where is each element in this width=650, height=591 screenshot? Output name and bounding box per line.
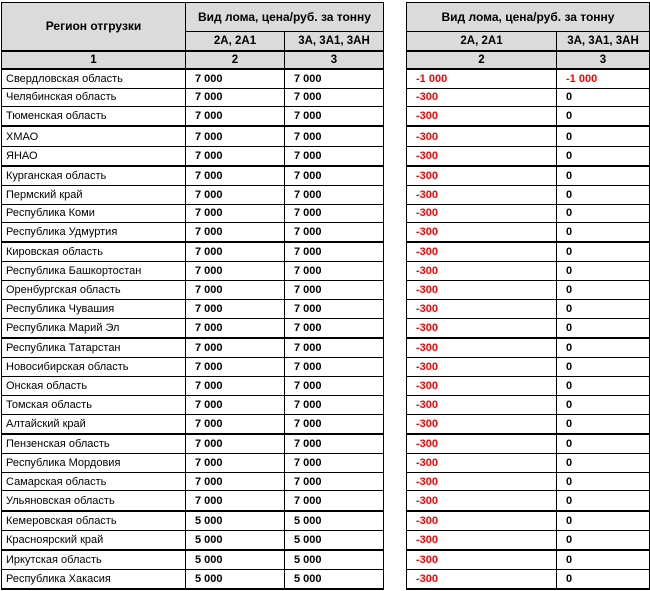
region-price-row — [2, 146, 384, 166]
price-2a-cell: 7 000 — [186, 166, 285, 186]
region-cell: Кемеровская область — [2, 511, 186, 531]
price-change-row — [407, 262, 650, 281]
region-cell: Пензенская область — [2, 434, 186, 454]
region-cell: Курганская область — [2, 166, 186, 186]
delta-2a-cell: -300 — [407, 146, 557, 166]
price-3a-cell: 7 000 — [285, 300, 384, 319]
region-price-row — [2, 414, 384, 434]
region-cell: Пермский край — [2, 185, 186, 204]
price-change-row — [407, 395, 650, 414]
delta-3a-cell: 0 — [557, 107, 650, 127]
delta-3a-cell: 0 — [557, 453, 650, 472]
region-price-row — [2, 223, 384, 243]
delta-2a-cell: -300 — [407, 185, 557, 204]
region-cell: Красноярский край — [2, 530, 186, 550]
price-3a-cell: 5 000 — [285, 530, 384, 550]
price-2a-cell: 7 000 — [186, 185, 285, 204]
delta-2a-cell: -300 — [407, 126, 557, 146]
region-price-row — [2, 434, 384, 454]
delta-3a-cell: 0 — [557, 88, 650, 107]
delta-3a-cell: 0 — [557, 262, 650, 281]
delta-3a-cell: 0 — [557, 414, 650, 434]
region-price-row — [2, 395, 384, 414]
region-price-row — [2, 453, 384, 472]
price-change-row — [407, 569, 650, 589]
price-change-row — [407, 453, 650, 472]
price-change-row — [407, 281, 650, 300]
region-cell: Республика Башкортостан — [2, 262, 186, 281]
region-cell: Алтайский край — [2, 414, 186, 434]
price-change-row — [407, 204, 650, 223]
scrap-type-header-cell: Вид лома, цена/руб. за тонну — [186, 3, 384, 32]
price-change-row — [407, 107, 650, 127]
price-change-row — [407, 185, 650, 204]
delta-2a-cell: -300 — [407, 223, 557, 243]
price-3a-cell: 7 000 — [285, 491, 384, 511]
price-3a-cell: 7 000 — [285, 453, 384, 472]
region-cell: Томская область — [2, 395, 186, 414]
region-price-row — [2, 204, 384, 223]
delta-2a-cell: -1 000 — [407, 69, 557, 89]
delta-3a-cell: 0 — [557, 530, 650, 550]
price-change-row — [407, 88, 650, 107]
region-price-row — [2, 511, 384, 531]
delta-3a-cell: 0 — [557, 242, 650, 262]
price-3a-cell: 7 000 — [285, 434, 384, 454]
delta-2a-cell: -300 — [407, 358, 557, 377]
delta-2a-cell: -300 — [407, 491, 557, 511]
price-2a-cell: 7 000 — [186, 395, 285, 414]
price-2a-cell: 5 000 — [186, 511, 285, 531]
price-2a-cell: 7 000 — [186, 223, 285, 243]
price-3a-cell: 7 000 — [285, 146, 384, 166]
region-cell: Республика Чувашия — [2, 300, 186, 319]
delta-2a-cell: -300 — [407, 395, 557, 414]
region-price-row — [2, 358, 384, 377]
region-price-row — [2, 300, 384, 319]
column-index-row — [2, 51, 384, 69]
price-table — [1, 2, 384, 590]
price-3a-cell: 7 000 — [285, 376, 384, 395]
region-price-row — [2, 69, 384, 89]
delta-2a-cell: -300 — [407, 530, 557, 550]
price-change-row — [407, 300, 650, 319]
region-cell: Новосибирская область — [2, 358, 186, 377]
delta-3a-cell: 0 — [557, 146, 650, 166]
price-change-row — [407, 530, 650, 550]
delta-3a-cell: 0 — [557, 300, 650, 319]
price-3a-cell: 5 000 — [285, 511, 384, 531]
col-header-2a: 2А, 2А1 — [407, 32, 557, 51]
region-price-row — [2, 319, 384, 339]
price-3a-cell: 7 000 — [285, 185, 384, 204]
group-header-row — [407, 3, 650, 32]
price-2a-cell: 7 000 — [186, 300, 285, 319]
price-change-row — [407, 376, 650, 395]
delta-3a-cell: 0 — [557, 185, 650, 204]
price-3a-cell: 7 000 — [285, 319, 384, 339]
delta-3a-cell: 0 — [557, 204, 650, 223]
price-change-row — [407, 69, 650, 89]
index-cell-3: 3 — [285, 51, 384, 69]
delta-2a-cell: -300 — [407, 204, 557, 223]
delta-2a-cell: -300 — [407, 434, 557, 454]
delta-3a-cell: 0 — [557, 395, 650, 414]
price-3a-cell: 7 000 — [285, 166, 384, 186]
region-price-row — [2, 550, 384, 570]
delta-3a-cell: 0 — [557, 338, 650, 358]
price-3a-cell: 5 000 — [285, 569, 384, 589]
price-change-row — [407, 434, 650, 454]
price-change-row — [407, 511, 650, 531]
column-index-row — [407, 51, 650, 69]
region-cell: Ульяновская область — [2, 491, 186, 511]
delta-2a-cell: -300 — [407, 472, 557, 491]
price-3a-cell: 7 000 — [285, 107, 384, 127]
delta-3a-cell: 0 — [557, 472, 650, 491]
region-cell: Республика Мордовия — [2, 453, 186, 472]
region-price-row — [2, 262, 384, 281]
price-3a-cell: 7 000 — [285, 223, 384, 243]
col-header-2a: 2А, 2А1 — [186, 32, 285, 51]
region-cell: Кировская область — [2, 242, 186, 262]
price-3a-cell: 7 000 — [285, 338, 384, 358]
region-price-row — [2, 491, 384, 511]
price-2a-cell: 5 000 — [186, 569, 285, 589]
region-price-row — [2, 472, 384, 491]
price-2a-cell: 7 000 — [186, 414, 285, 434]
price-change-row — [407, 414, 650, 434]
col-header-3a: 3А, 3А1, 3АН — [285, 32, 384, 51]
region-price-row — [2, 376, 384, 395]
price-3a-cell: 7 000 — [285, 204, 384, 223]
delta-2a-cell: -300 — [407, 453, 557, 472]
delta-2a-cell: -300 — [407, 242, 557, 262]
price-3a-cell: 7 000 — [285, 472, 384, 491]
region-cell: ЯНАО — [2, 146, 186, 166]
price-2a-cell: 7 000 — [186, 434, 285, 454]
region-price-row — [2, 166, 384, 186]
region-price-row — [2, 126, 384, 146]
region-cell: ХМАО — [2, 126, 186, 146]
price-3a-cell: 7 000 — [285, 358, 384, 377]
delta-2a-cell: -300 — [407, 511, 557, 531]
region-price-row — [2, 88, 384, 107]
price-3a-cell: 7 000 — [285, 88, 384, 107]
price-change-row — [407, 146, 650, 166]
region-cell: Оренбургская область — [2, 281, 186, 300]
index-cell-3: 3 — [557, 51, 650, 69]
index-cell-2: 2 — [186, 51, 285, 69]
region-price-row — [2, 530, 384, 550]
col-header-3a: 3А, 3А1, 3АН — [557, 32, 650, 51]
group-header-row — [2, 3, 384, 32]
delta-3a-cell: 0 — [557, 281, 650, 300]
delta-2a-cell: -300 — [407, 166, 557, 186]
price-3a-cell: 7 000 — [285, 281, 384, 300]
price-change-table — [406, 2, 650, 590]
index-cell-2: 2 — [407, 51, 557, 69]
price-change-row — [407, 550, 650, 570]
region-cell: Свердловская область — [2, 69, 186, 89]
price-2a-cell: 7 000 — [186, 453, 285, 472]
delta-3a-cell: 0 — [557, 550, 650, 570]
price-2a-cell: 7 000 — [186, 376, 285, 395]
price-3a-cell: 7 000 — [285, 242, 384, 262]
price-2a-cell: 7 000 — [186, 204, 285, 223]
price-3a-cell: 7 000 — [285, 414, 384, 434]
scrap-type-header-cell: Вид лома, цена/руб. за тонну — [407, 3, 650, 32]
region-price-row — [2, 185, 384, 204]
delta-3a-cell: 0 — [557, 434, 650, 454]
region-price-row — [2, 281, 384, 300]
price-2a-cell: 7 000 — [186, 491, 285, 511]
region-price-row — [2, 338, 384, 358]
region-price-row — [2, 107, 384, 127]
region-cell: Республика Удмуртия — [2, 223, 186, 243]
price-change-row — [407, 338, 650, 358]
price-change-row — [407, 166, 650, 186]
price-change-row — [407, 223, 650, 243]
delta-2a-cell: -300 — [407, 414, 557, 434]
delta-2a-cell: -300 — [407, 262, 557, 281]
region-header-cell: Регион отгрузки — [2, 3, 186, 51]
price-2a-cell: 7 000 — [186, 472, 285, 491]
price-3a-cell: 7 000 — [285, 69, 384, 89]
delta-2a-cell: -300 — [407, 88, 557, 107]
price-2a-cell: 7 000 — [186, 69, 285, 89]
price-2a-cell: 7 000 — [186, 146, 285, 166]
delta-2a-cell: -300 — [407, 300, 557, 319]
delta-3a-cell: 0 — [557, 511, 650, 531]
delta-3a-cell: -1 000 — [557, 69, 650, 89]
region-price-row — [2, 569, 384, 589]
price-change-row — [407, 491, 650, 511]
price-2a-cell: 5 000 — [186, 550, 285, 570]
price-change-row — [407, 358, 650, 377]
region-cell: Самарская область — [2, 472, 186, 491]
delta-2a-cell: -300 — [407, 319, 557, 339]
price-change-row — [407, 472, 650, 491]
price-3a-cell: 7 000 — [285, 262, 384, 281]
region-cell: Онская область — [2, 376, 186, 395]
price-change-row — [407, 242, 650, 262]
delta-2a-cell: -300 — [407, 281, 557, 300]
price-2a-cell: 7 000 — [186, 88, 285, 107]
delta-3a-cell: 0 — [557, 126, 650, 146]
region-cell: Тюменская область — [2, 107, 186, 127]
region-cell: Республика Татарстан — [2, 338, 186, 358]
price-2a-cell: 7 000 — [186, 242, 285, 262]
price-2a-cell: 5 000 — [186, 530, 285, 550]
delta-3a-cell: 0 — [557, 319, 650, 339]
price-3a-cell: 7 000 — [285, 395, 384, 414]
delta-2a-cell: -300 — [407, 376, 557, 395]
price-change-row — [407, 319, 650, 339]
region-cell: Республика Коми — [2, 204, 186, 223]
delta-2a-cell: -300 — [407, 550, 557, 570]
region-cell: Республика Марий Эл — [2, 319, 186, 339]
column-header-row — [407, 32, 650, 51]
price-3a-cell: 5 000 — [285, 550, 384, 570]
delta-2a-cell: -300 — [407, 338, 557, 358]
delta-3a-cell: 0 — [557, 166, 650, 186]
delta-3a-cell: 0 — [557, 376, 650, 395]
delta-2a-cell: -300 — [407, 107, 557, 127]
price-2a-cell: 7 000 — [186, 281, 285, 300]
price-2a-cell: 7 000 — [186, 319, 285, 339]
delta-3a-cell: 0 — [557, 223, 650, 243]
price-2a-cell: 7 000 — [186, 358, 285, 377]
price-2a-cell: 7 000 — [186, 126, 285, 146]
region-cell: Иркутская область — [2, 550, 186, 570]
index-cell-1: 1 — [2, 51, 186, 69]
price-2a-cell: 7 000 — [186, 338, 285, 358]
region-cell: Челябинская область — [2, 88, 186, 107]
delta-3a-cell: 0 — [557, 358, 650, 377]
region-price-row — [2, 242, 384, 262]
delta-2a-cell: -300 — [407, 569, 557, 589]
price-change-row — [407, 126, 650, 146]
delta-3a-cell: 0 — [557, 569, 650, 589]
region-cell: Республика Хакасия — [2, 569, 186, 589]
delta-3a-cell: 0 — [557, 491, 650, 511]
price-3a-cell: 7 000 — [285, 126, 384, 146]
price-2a-cell: 7 000 — [186, 107, 285, 127]
price-2a-cell: 7 000 — [186, 262, 285, 281]
